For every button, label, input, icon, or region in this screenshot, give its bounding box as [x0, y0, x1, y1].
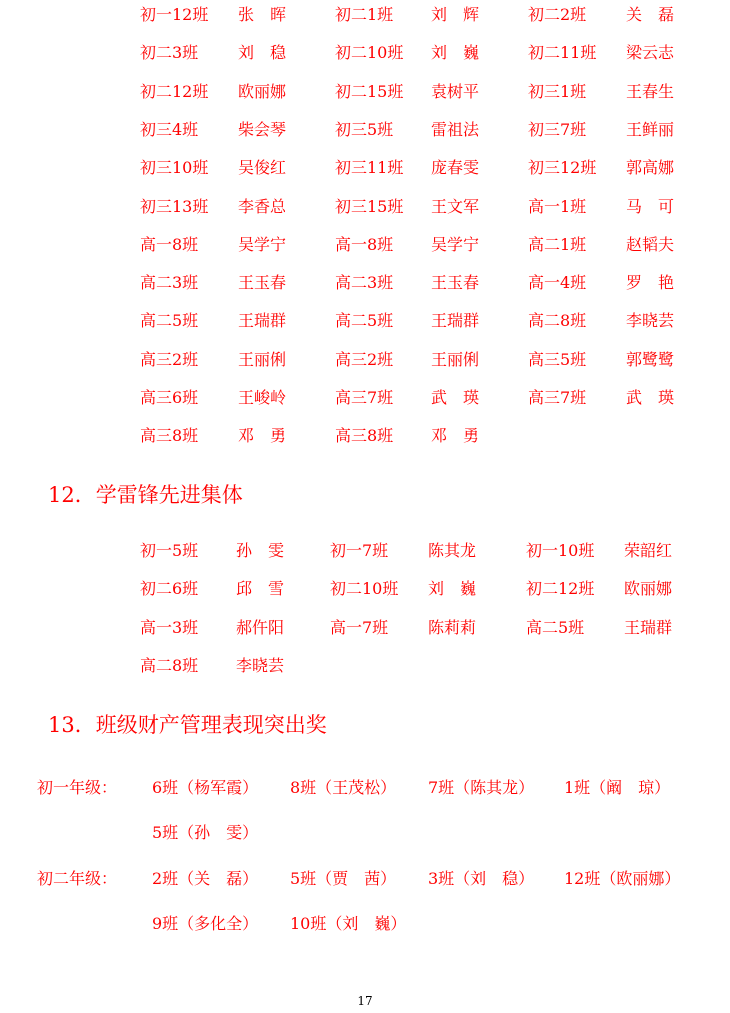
- person-name: 邓 勇: [238, 426, 287, 445]
- class-award-item: 3班（刘 稳）: [428, 869, 535, 888]
- person-name: 王玉春: [238, 273, 287, 292]
- class-label: 初一10班: [526, 541, 595, 560]
- person-name: 郝仵阳: [236, 618, 285, 637]
- person-name: 吴学宁: [431, 235, 480, 254]
- class-award-item: 5班（贾 茜）: [290, 869, 397, 888]
- person-name: 王丽俐: [238, 350, 287, 369]
- person-name: 陈其龙: [428, 541, 477, 560]
- class-label: 高三7班: [335, 388, 394, 407]
- person-name: 武 瑛: [626, 388, 675, 407]
- person-name: 梁云志: [626, 43, 675, 62]
- class-label: 初三11班: [335, 158, 404, 177]
- class-label: 初二12班: [526, 579, 595, 598]
- class-label: 初二1班: [335, 5, 394, 24]
- class-award-item: 10班（刘 巍）: [290, 914, 407, 933]
- class-label: 初二3班: [140, 43, 199, 62]
- class-label: 初二6班: [140, 579, 199, 598]
- class-label: 高三2班: [335, 350, 394, 369]
- person-name: 吴俊红: [238, 158, 287, 177]
- class-award-item: 12班（欧丽娜）: [564, 869, 681, 888]
- grade-label: 初一年级：: [37, 778, 118, 797]
- person-name: 郭鹭鹭: [626, 350, 675, 369]
- class-label: 高一8班: [335, 235, 394, 254]
- class-award-item: 7班（陈其龙）: [428, 778, 535, 797]
- person-name: 王瑞群: [431, 311, 480, 330]
- class-label: 初三5班: [335, 120, 394, 139]
- grade-label: 初二年级：: [37, 869, 118, 888]
- person-name: 孙 雯: [236, 541, 285, 560]
- person-name: 关 磊: [626, 5, 675, 24]
- class-label: 高一3班: [140, 618, 199, 637]
- class-label: 初二11班: [528, 43, 597, 62]
- class-label: 初三1班: [528, 82, 587, 101]
- person-name: 柴会琴: [238, 120, 287, 139]
- class-label: 高二5班: [140, 311, 199, 330]
- person-name: 邓 勇: [431, 426, 480, 445]
- person-name: 刘 辉: [431, 5, 480, 24]
- class-label: 高二8班: [140, 656, 199, 675]
- person-name: 王文军: [431, 197, 480, 216]
- class-label: 初二2班: [528, 5, 587, 24]
- class-award-item: 6班（杨军霞）: [152, 778, 259, 797]
- person-name: 李晓芸: [626, 311, 675, 330]
- class-label: 高二1班: [528, 235, 587, 254]
- person-name: 张 晖: [238, 5, 287, 24]
- class-label: 高二5班: [526, 618, 585, 637]
- class-award-item: 2班（关 磊）: [152, 869, 259, 888]
- person-name: 欧丽娜: [238, 82, 287, 101]
- person-name: 王瑞群: [238, 311, 287, 330]
- class-label: 高三8班: [335, 426, 394, 445]
- person-name: 罗 艳: [626, 273, 675, 292]
- class-award-item: 9班（多化全）: [152, 914, 259, 933]
- class-label: 高二3班: [335, 273, 394, 292]
- person-name: 袁树平: [431, 82, 480, 101]
- person-name: 王玉春: [431, 273, 480, 292]
- class-label: 初三13班: [140, 197, 209, 216]
- class-award-item: 1班（阚 琼）: [564, 778, 671, 797]
- page-number: 17: [357, 994, 373, 1008]
- person-name: 王丽俐: [431, 350, 480, 369]
- person-name: 陈莉莉: [428, 618, 477, 637]
- class-label: 高一8班: [140, 235, 199, 254]
- class-label: 高三2班: [140, 350, 199, 369]
- class-label: 初三7班: [528, 120, 587, 139]
- person-name: 李晓芸: [236, 656, 285, 675]
- person-name: 马 可: [626, 197, 675, 216]
- person-name: 郭高娜: [626, 158, 675, 177]
- class-label: 初三15班: [335, 197, 404, 216]
- person-name: 武 瑛: [431, 388, 480, 407]
- person-name: 赵韬夫: [626, 235, 675, 254]
- class-label: 初二10班: [335, 43, 404, 62]
- class-award-item: 5班（孙 雯）: [152, 823, 259, 842]
- class-label: 初一12班: [140, 5, 209, 24]
- class-label: 高三5班: [528, 350, 587, 369]
- person-name: 王春生: [626, 82, 675, 101]
- section-13-heading: 13．班级财产管理表现突出奖: [48, 713, 327, 737]
- person-name: 雷祖法: [431, 120, 480, 139]
- class-label: 高一4班: [528, 273, 587, 292]
- class-label: 初三12班: [528, 158, 597, 177]
- class-label: 高三6班: [140, 388, 199, 407]
- person-name: 邱 雪: [236, 579, 285, 598]
- class-label: 初三10班: [140, 158, 209, 177]
- class-label: 初一7班: [330, 541, 389, 560]
- class-label: 初二10班: [330, 579, 399, 598]
- person-name: 荣韶红: [624, 541, 673, 560]
- class-label: 初二15班: [335, 82, 404, 101]
- person-name: 刘 巍: [428, 579, 477, 598]
- person-name: 王峻岭: [238, 388, 287, 407]
- person-name: 李香总: [238, 197, 287, 216]
- class-label: 初二12班: [140, 82, 209, 101]
- class-label: 高三7班: [528, 388, 587, 407]
- class-label: 高一1班: [528, 197, 587, 216]
- class-label: 初三4班: [140, 120, 199, 139]
- class-label: 高二8班: [528, 311, 587, 330]
- person-name: 王鲜丽: [626, 120, 675, 139]
- person-name: 欧丽娜: [624, 579, 673, 598]
- class-label: 高二5班: [335, 311, 394, 330]
- person-name: 刘 稳: [238, 43, 287, 62]
- section-12-heading: 12．学雷锋先进集体: [48, 483, 243, 507]
- class-label: 初一5班: [140, 541, 199, 560]
- person-name: 刘 巍: [431, 43, 480, 62]
- class-label: 高三8班: [140, 426, 199, 445]
- person-name: 王瑞群: [624, 618, 673, 637]
- person-name: 吴学宁: [238, 235, 287, 254]
- class-award-item: 8班（王茂松）: [290, 778, 397, 797]
- class-label: 高二3班: [140, 273, 199, 292]
- class-label: 高一7班: [330, 618, 389, 637]
- person-name: 庞春雯: [431, 158, 480, 177]
